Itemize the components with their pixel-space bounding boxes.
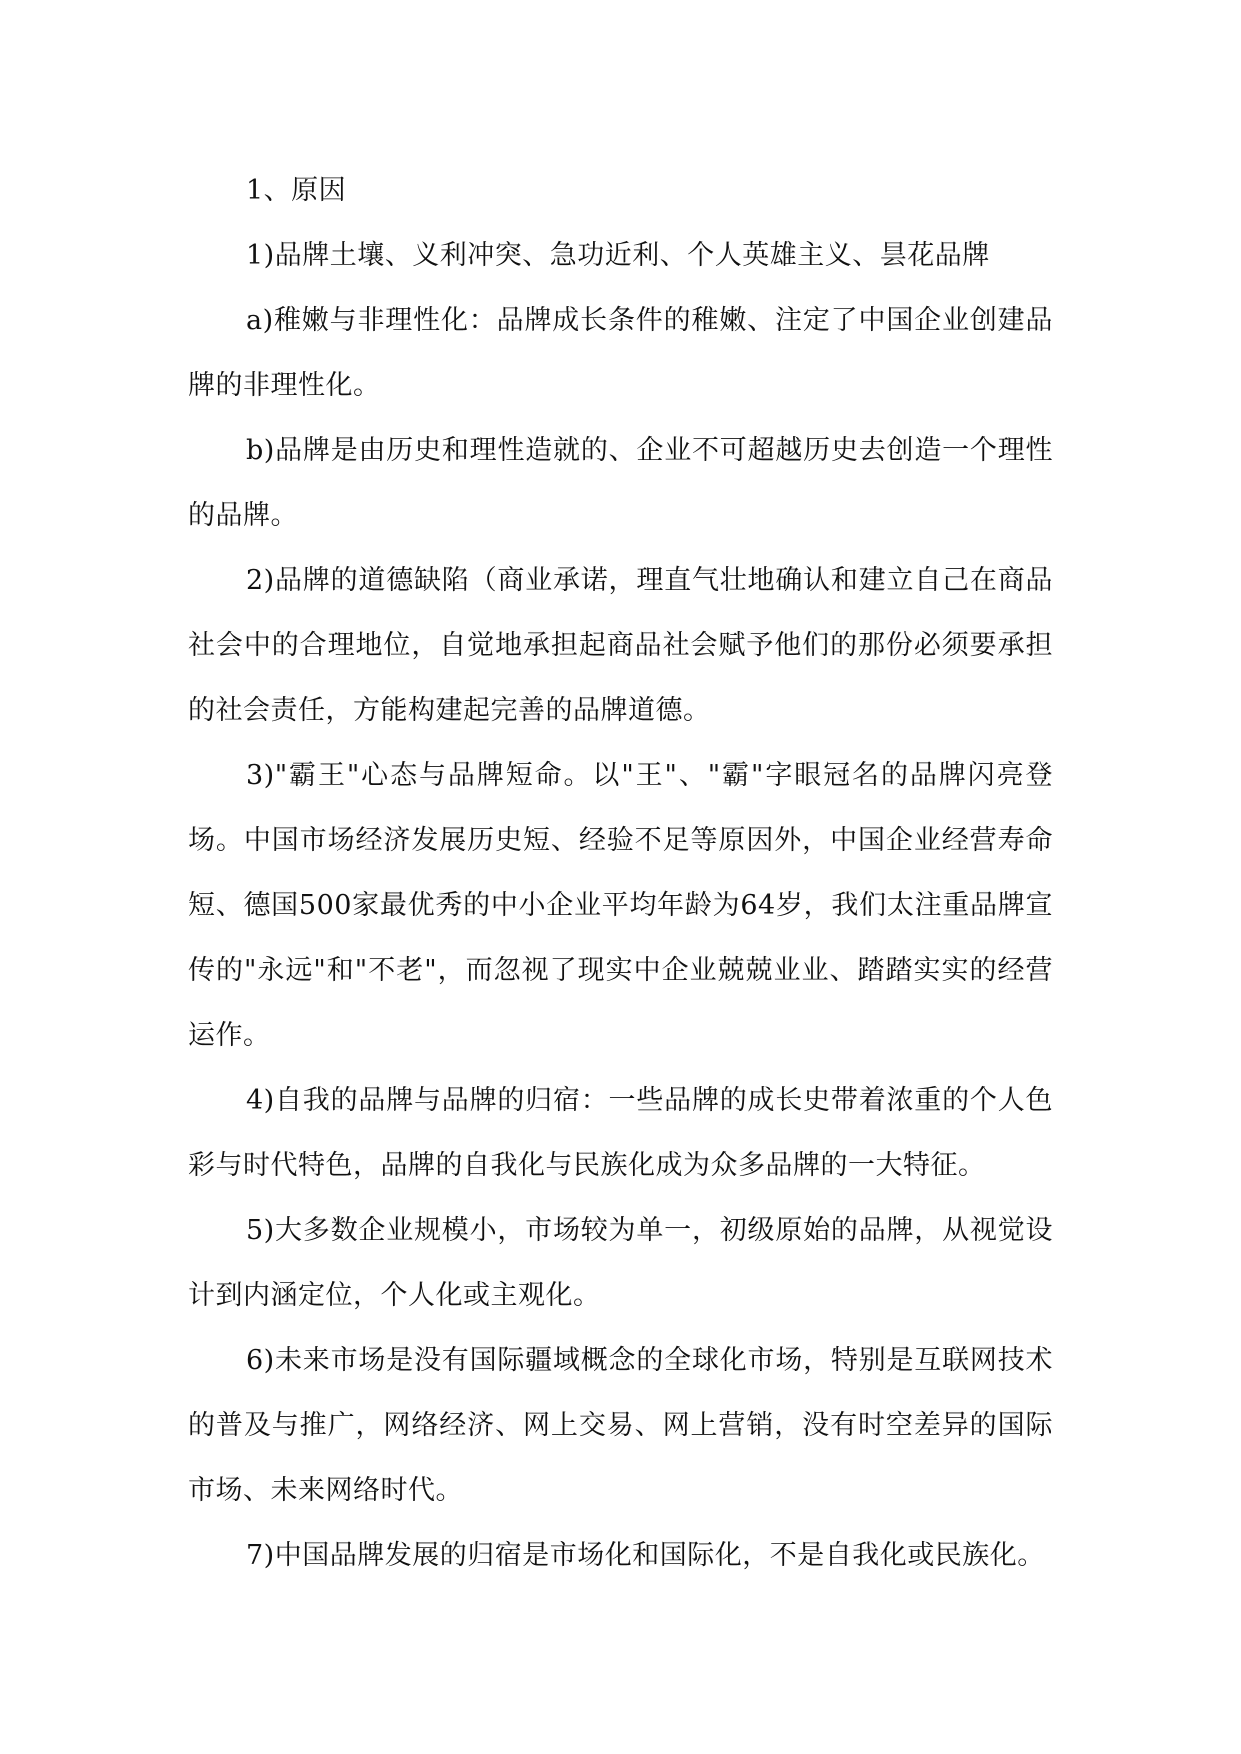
paragraph-7: 7)中国品牌发展的归宿是市场化和国际化，不是自我化或民族化。 [246,1540,1045,1571]
paragraph-3: 3)"霸王"心态与品牌短命。以"王"、"霸"字眼冠名的品牌闪亮登场。中国市场经济发展历史短、经验不足等原因外，中国企业经营寿命短、德国500家最优秀的中小企业平均年龄为64岁，我们太注重品牌宣传的"永远"和"不老"，而忽视了现实中企业兢兢业业、踏踏实实的经营运作。 [188,760,1053,1051]
paragraph-4: 4)自我的品牌与品牌的归宿：一些品牌的成长史带着浓重的个人色彩与时代特色，品牌的自我化与民族化成为众多品牌的一大特征。 [188,1085,1053,1181]
paragraph-6: 6)未来市场是没有国际疆域概念的全球化市场，特别是互联网技术的普及与推广，网络经济、网上交易、网上营销，没有时空差异的国际市场、未来网络时代。 [188,1345,1053,1506]
paragraph-1: 1)品牌土壤、义利冲突、急功近利、个人英雄主义、昙花品牌 [246,240,990,271]
paragraph-a: a)稚嫩与非理性化：品牌成长条件的稚嫩、注定了中国企业创建品牌的非理性化。 [188,305,1053,401]
paragraph-5: 5)大多数企业规模小，市场较为单一，初级原始的品牌，从视觉设计到内涵定位，个人化或主观化。 [188,1215,1053,1311]
paragraph-b: b)品牌是由历史和理性造就的、企业不可超越历史去创造一个理性的品牌。 [188,435,1053,531]
paragraph-2: 2)品牌的道德缺陷（商业承诺，理直气壮地确认和建立自己在商品社会中的合理地位，自觉地承担起商品社会赋予他们的那份必须要承担的社会责任，方能构建起完善的品牌道德。 [188,565,1053,726]
section-heading: 1、原因 [246,175,347,206]
document-page [188,158,1053,1588]
